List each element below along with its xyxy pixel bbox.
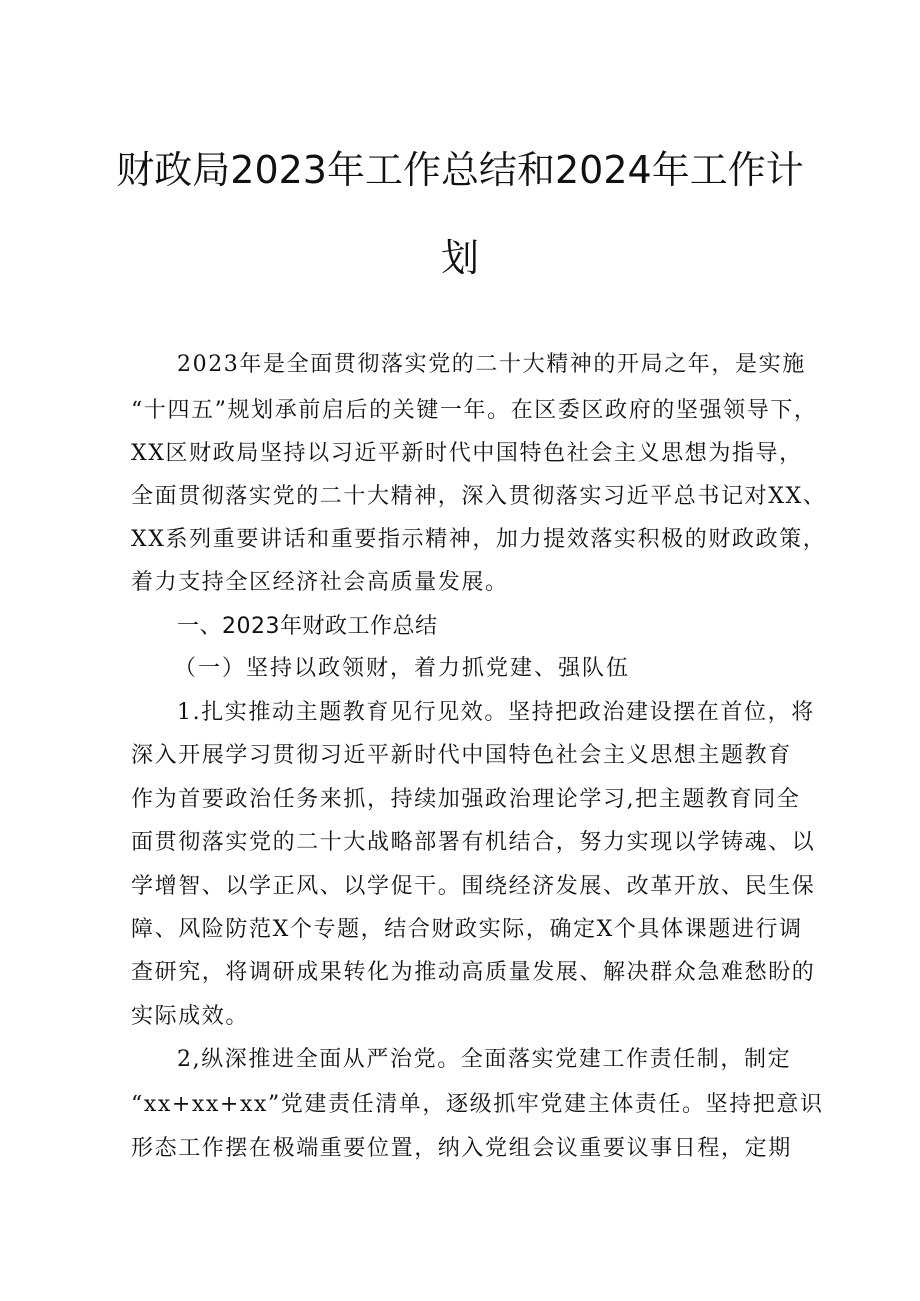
paragraph-line: 全面贯彻落实党的二十大精神，深入贯彻落实习近平总书记对XX、 bbox=[131, 484, 827, 509]
document-title-line1: 财政局2023年工作总结和2024年工作计 bbox=[116, 148, 804, 192]
section-heading: 一、2023年财政工作总结 bbox=[177, 614, 438, 639]
item-line: 深入开展学习贯彻习近平新时代中国特色社会主义思想主题教育 bbox=[131, 743, 792, 768]
paragraph-line: XX系列重要讲话和重要指示精神，加力提效落实积极的财政政策， bbox=[131, 527, 827, 552]
item-line: 面贯彻落实党的二十大战略部署有机结合，努力实现以学铸魂、以 bbox=[131, 830, 816, 855]
item-line: 实际成效。 bbox=[131, 1004, 250, 1029]
document-title-line2: 划 bbox=[440, 236, 479, 280]
paragraph-line: 2023年是全面贯彻落实党的二十大精神的开局之年，是实施 bbox=[177, 352, 806, 377]
item-line: “xx+xx+xx”党建责任清单，逐级抓牢党建主体责任。坚持把意识 bbox=[131, 1092, 824, 1117]
item-line: 2,纵深推进全面从严治党。全面落实党建工作责任制，制定 bbox=[177, 1047, 792, 1072]
item-line: 形态工作摆在极端重要位置，纳入党组会议重要议事日程，定期 bbox=[131, 1136, 792, 1161]
item-line: 查研究，将调研成果转化为推动高质量发展、解决群众急难愁盼的 bbox=[131, 960, 816, 985]
paragraph-line: “十四五”规划承前启后的关键一年。在区委区政府的坚强领导下， bbox=[131, 398, 818, 423]
item-line: 1.扎实推动主题教育见行见效。坚持把政治建设摆在首位，将 bbox=[177, 700, 815, 725]
paragraph-line: XX区财政局坚持以习近平新时代中国特色社会主义思想为指导， bbox=[131, 441, 803, 466]
item-line: 学增智、以学正风、以学促干。围绕经济发展、改革开放、民生保 bbox=[131, 874, 816, 899]
sub-heading: （一）坚持以政领财，着力抓党建、强队伍 bbox=[174, 656, 631, 681]
paragraph-line: 着力支持全区经济社会高质量发展。 bbox=[131, 570, 509, 595]
item-line: 障、风险防范X个专题，结合财政实际，确定X个具体课题进行调 bbox=[131, 917, 803, 942]
item-line: 作为首要政治任务来抓，持续加强政治理论学习,把主题教育同全 bbox=[131, 787, 801, 812]
